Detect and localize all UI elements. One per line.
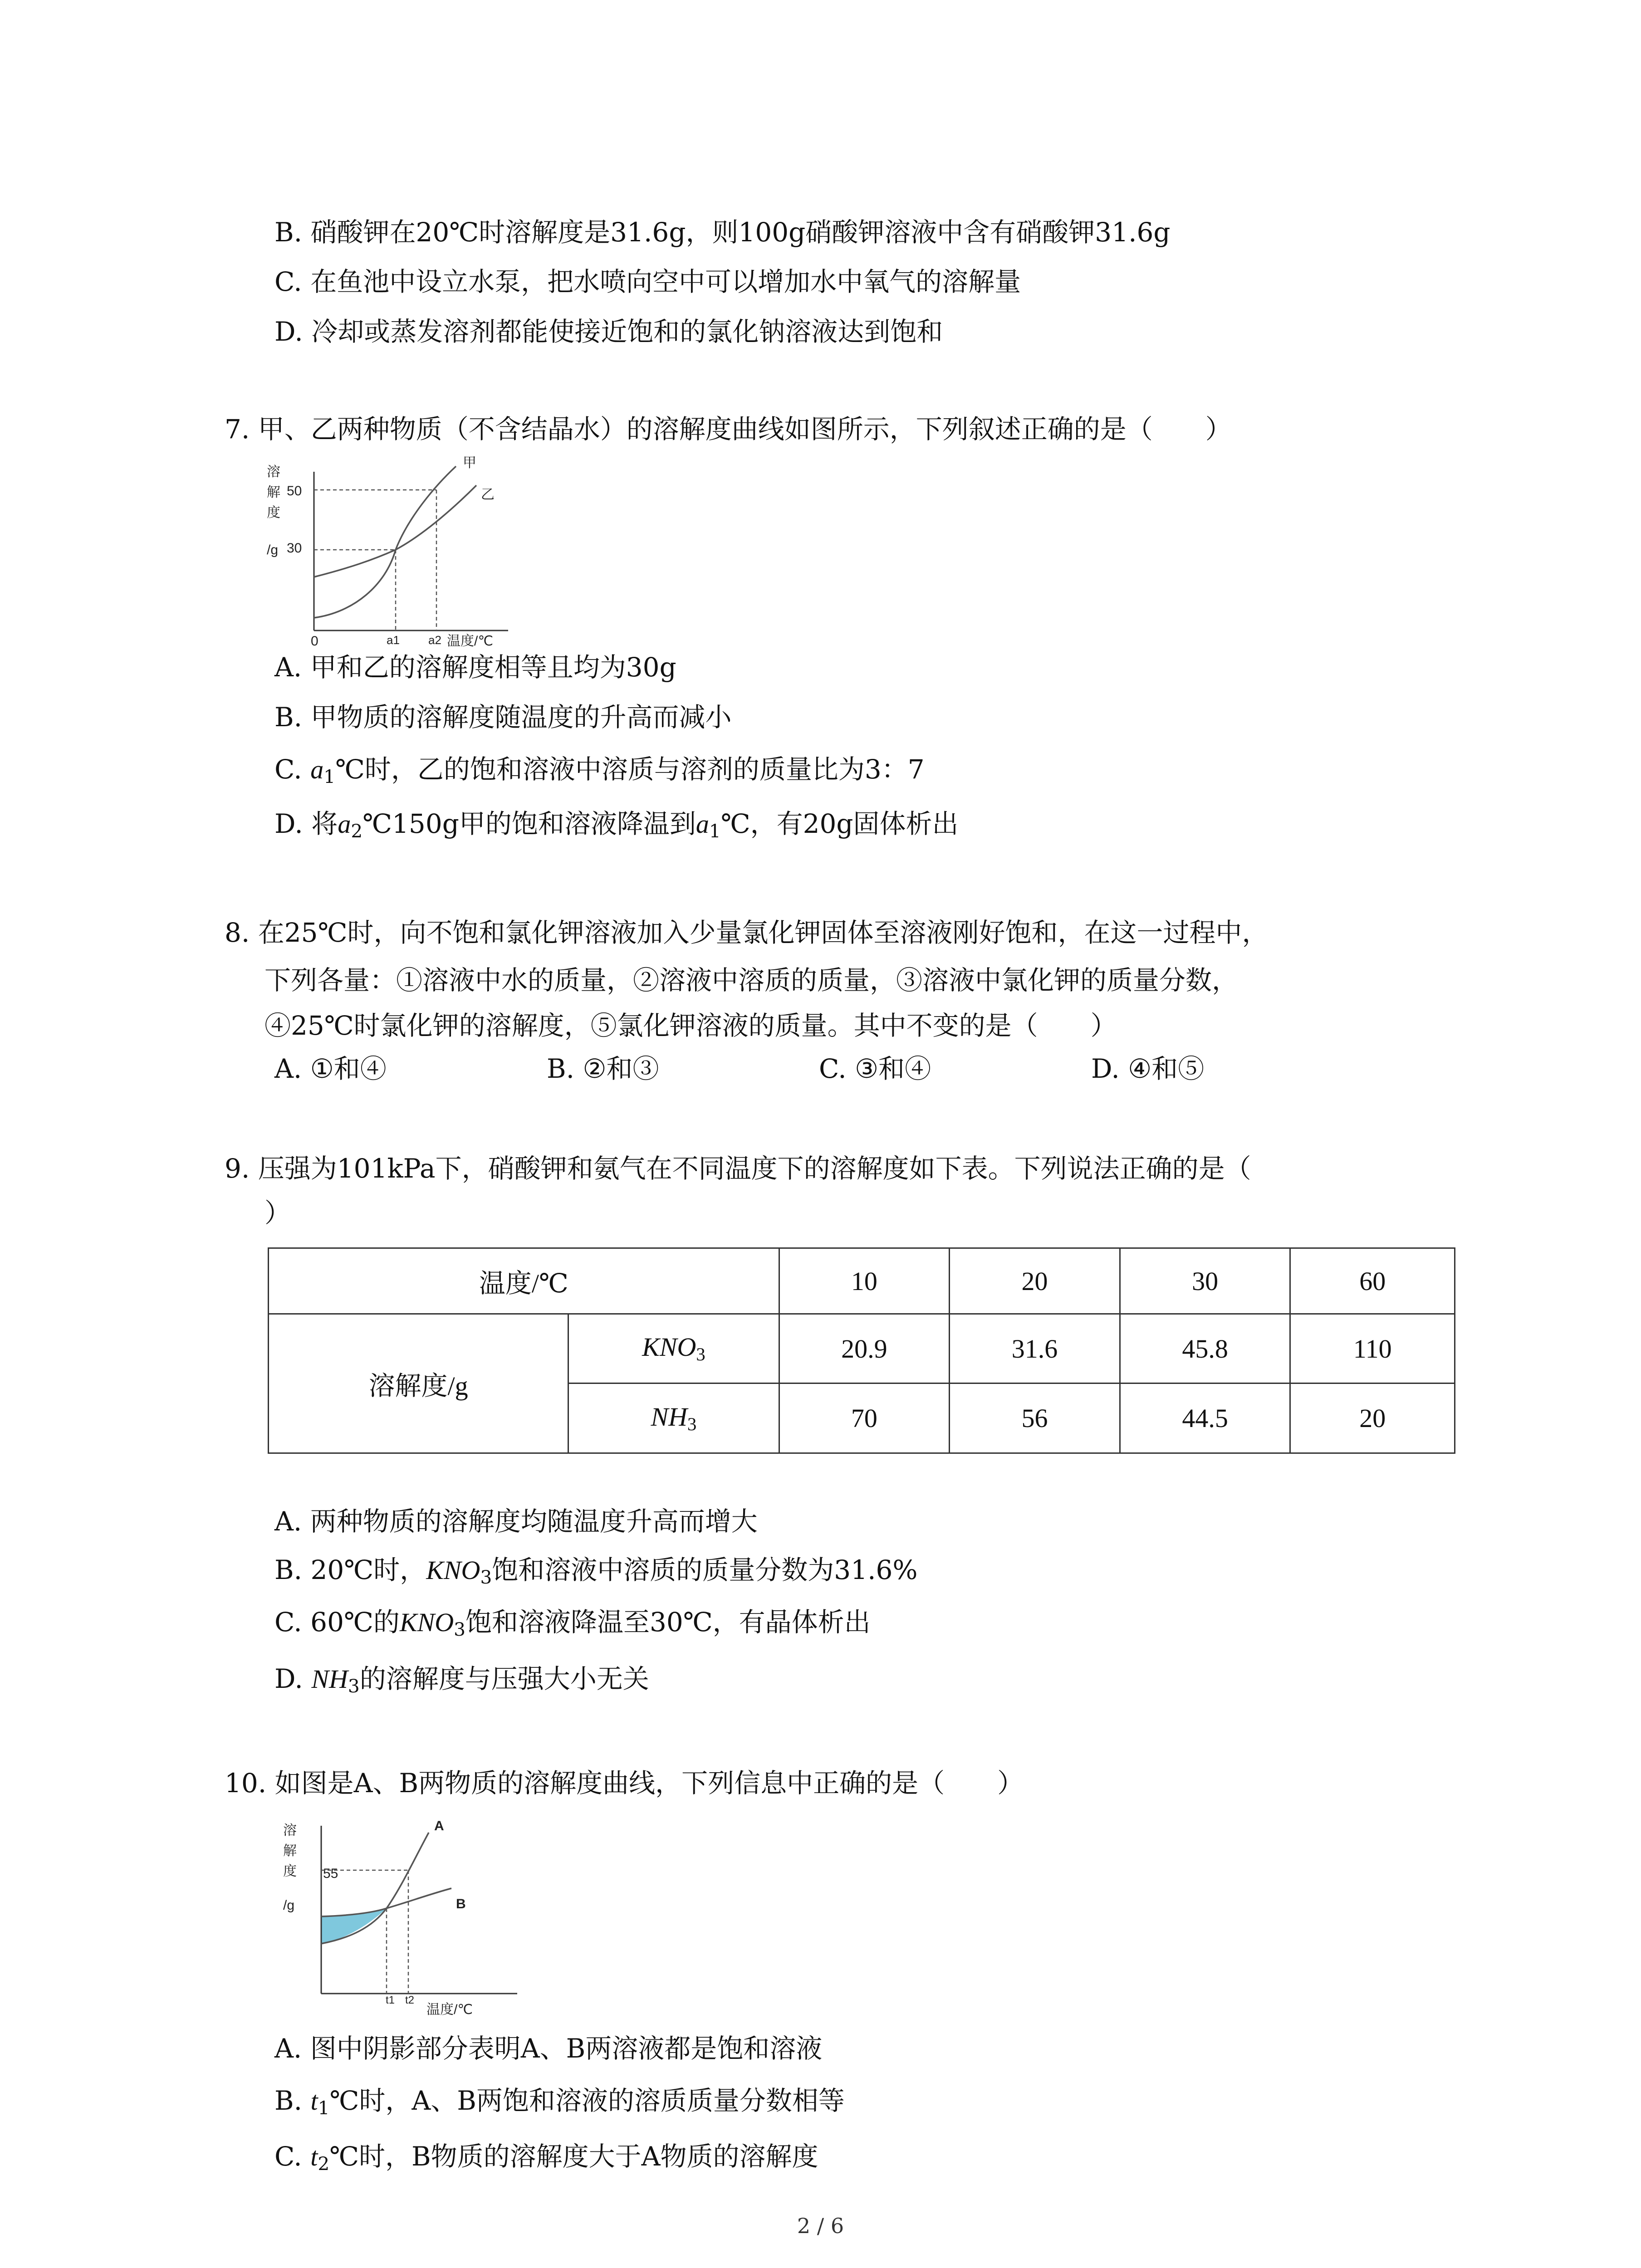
q7-option-a: A. 甲和乙的溶解度相等且均为30g — [274, 652, 676, 683]
q10-stem: 10. 如图是A、B两物质的溶解度曲线，下列信息中正确的是（ ） — [225, 1768, 1024, 1799]
table-row-kno3 — [269, 1314, 1455, 1383]
q7-ylabel-1: 溶 — [267, 464, 280, 479]
q7-series-yi: 乙 — [481, 487, 495, 502]
q6-option-b: B. 硝酸钾在20℃时溶解度是31.6g，则100g硝酸钾溶液中含有硝酸钾31.6g — [274, 217, 1171, 248]
q10-option-b: B. $t_1℃$时，A、B两饱和溶液的溶质质量分数相等 — [274, 2085, 845, 2119]
q10-xtick-t2: t2 — [405, 1994, 415, 2006]
substance-nh3: $NH_3$ — [568, 1383, 779, 1453]
table-cell: 110 — [1290, 1314, 1455, 1383]
q7-ytick-30: 30 — [287, 541, 302, 556]
q10-ylabel-1: 溶 — [283, 1823, 297, 1838]
q8-option-c: C. ③和④ — [819, 1053, 931, 1084]
q7-option-d: D. 将$a_2℃150g$甲的饱和溶液降温到$a_1℃$，有20g固体析出 — [274, 808, 959, 842]
temp-cell: 20 — [950, 1248, 1120, 1314]
table-cell: 31.6 — [950, 1314, 1120, 1383]
q7-xtick-0: 0 — [311, 634, 318, 649]
q10-series-a: A — [434, 1818, 444, 1833]
q7-ytick-50: 50 — [287, 484, 302, 499]
temp-cell: 10 — [779, 1248, 950, 1314]
temp-cell: 60 — [1290, 1248, 1455, 1314]
q7-option-c: C. $a_1℃$时，乙的饱和溶液中溶质与溶剂的质量比为3：7 — [274, 754, 925, 788]
table-cell: 44.5 — [1120, 1383, 1290, 1453]
q7-xtick-a1: a1 — [387, 633, 400, 647]
q8-option-a: A. ①和④ — [274, 1053, 387, 1084]
table-header-row — [269, 1248, 1455, 1314]
q7-xlabel: 温度/℃ — [447, 634, 494, 649]
q7-option-b: B. 甲物质的溶解度随温度的升高而减小 — [274, 702, 732, 733]
q6-option-d: D. 冷却或蒸发溶剂都能使接近饱和的氯化钠溶液达到饱和 — [274, 316, 943, 347]
table-cell: 56 — [950, 1383, 1120, 1453]
table-cell: 20.9 — [779, 1314, 950, 1383]
q7-ylabel-3: 度 — [267, 505, 280, 520]
q10-xlabel: 温度/℃ — [426, 2002, 473, 2017]
q10-option-a: A. 图中阴影部分表明A、B两溶液都是饱和溶液 — [274, 2033, 823, 2064]
table-cell: 45.8 — [1120, 1314, 1290, 1383]
q10-ylabel-4: /g — [283, 1898, 295, 1913]
q10-ylabel-2: 解 — [283, 1843, 297, 1858]
q10-curve-b — [321, 1888, 451, 1916]
q8-option-d: D. ④和⑤ — [1091, 1053, 1205, 1084]
q9-option-a: A. 两种物质的溶解度均随温度升高而增大 — [274, 1506, 758, 1537]
table-cell: 20 — [1290, 1383, 1455, 1453]
q9-line-1: 9. 压强为101kPa下，硝酸钾和氨气在不同温度下的溶解度如下表。下列说法正确的是（ — [225, 1153, 1251, 1184]
q8-line-2: 下列各量：①溶液中水的质量，②溶液中溶质的质量，③溶液中氯化钾的质量分数， — [265, 965, 1239, 996]
q10-ytick-55: 55 — [323, 1866, 338, 1881]
q9-option-d: D. $NH_3$的溶解度与压强大小无关 — [274, 1663, 649, 1697]
q6-option-c: C. 在鱼池中设立水泵，把水喷向空中可以增加水中氧气的溶解量 — [274, 266, 1021, 297]
q10-ylabel-3: 度 — [283, 1864, 297, 1879]
q10-solubility-chart — [272, 1808, 544, 2027]
solubility-table — [268, 1247, 1455, 1454]
q7-series-jia: 甲 — [463, 455, 476, 470]
q10-xtick-t1: t1 — [386, 1994, 395, 2006]
q7-stem: 7. 甲、乙两种物质（不含结晶水）的溶解度曲线如图所示，下列叙述正确的是（ ） — [225, 414, 1232, 445]
q8-line-1: 8. 在25℃时，向不饱和氯化钾溶液加入少量氯化钾固体至溶液刚好饱和，在这一过程中， — [225, 917, 1269, 948]
q9-option-c: C. 60℃的$KNO_3$饱和溶液降温至30℃，有晶体析出 — [274, 1607, 871, 1641]
q9-option-b: B. 20℃时，$KNO_3$饱和溶液中溶质的质量分数为31.6% — [274, 1554, 918, 1589]
solubility-header: 溶解度/g — [269, 1314, 568, 1453]
q7-xtick-a2: a2 — [428, 633, 441, 647]
temp-header: 温度/℃ — [269, 1248, 779, 1314]
page-number: 2 / 6 — [797, 2214, 844, 2238]
q10-option-c: C. $t_2℃$时，B物质的溶解度大于A物质的溶解度 — [274, 2141, 818, 2175]
q7-ylabel-4: /g — [267, 543, 279, 557]
q7-ylabel-2: 解 — [267, 485, 280, 500]
temp-cell: 30 — [1120, 1248, 1290, 1314]
q9-line-2: ） — [265, 1198, 291, 1228]
table-cell: 70 — [779, 1383, 950, 1453]
substance-kno3: $KNO_3$ — [568, 1314, 779, 1383]
q8-option-b: B. ②和③ — [547, 1053, 659, 1084]
q7-curve-jia — [314, 466, 456, 618]
q7-solubility-chart — [263, 449, 535, 660]
q10-series-b: B — [456, 1897, 466, 1911]
q8-line-3: ④25℃时氯化钾的溶解度，⑤氯化钾溶液的质量。其中不变的是（ ） — [265, 1010, 1117, 1041]
